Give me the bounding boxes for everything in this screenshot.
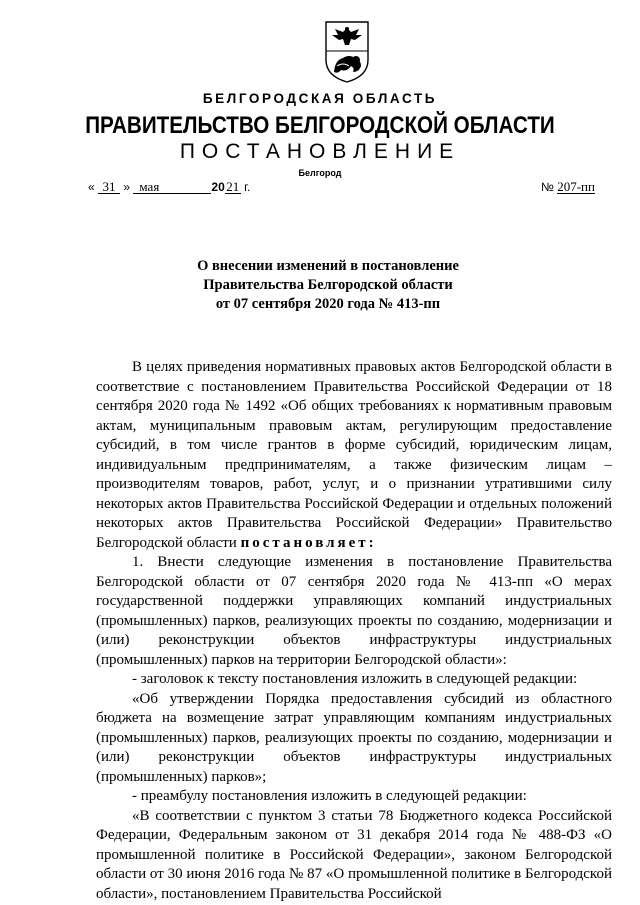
number-value: 207-пп: [557, 179, 595, 194]
region-name: БЕЛГОРОДСКАЯ ОБЛАСТЬ: [202, 91, 438, 106]
date-year-prefix: 20: [211, 180, 225, 194]
title-line: Правительства Белгородской области: [203, 277, 453, 293]
preamble-paragraph: [96, 358, 612, 553]
date-day: 31: [98, 180, 120, 194]
preamble-text: В целях приведения нормативных правовых актов Белгородской области в соответствие с постановлением Правительства Российской Федерации от 18 сентября 2020 года № 1492 «Об общих требованиях к нормативным правовым актам, муниципальным правовым актам, регулирующим предоставление субсидий, в том числе грантов в форме субсидий, юридическим лицам, индивидуальным предпринимателям, а также физическим лицам – производителям товаров, работ, услуг, и о признании утратившими силу некоторых актов Правительства Российской Федерации и отдельных положений некоторых актов Правительства Российской Федерации» Правительство Белгородской области: [96, 359, 612, 551]
document-type: ПОСТАНОВЛЕНИЕ: [179, 140, 461, 163]
new-title-paragraph: «Об утверждении Порядка предоставления субсидий из областного бюджета на возмещение затрат управляющим компаниям индустриальных (промышленных) парков, реализующих проекты по созданию, модернизации и (или) реконструкции объектов инфраструктуры индустриальных (промышленных) парков»;: [96, 690, 612, 785]
document-title: [150, 257, 506, 314]
date-year-suffix: 21: [226, 179, 240, 194]
date-open-quote: «: [88, 180, 95, 194]
preamble-change-paragraph: - преамбулу постановления изложить в следующей редакции:: [132, 788, 527, 804]
decree-date: [88, 180, 250, 194]
coat-of-arms-icon: [323, 20, 371, 84]
title-change-paragraph: - заголовок к тексту постановления изложить в следующей редакции:: [132, 671, 578, 687]
title-line: О внесении изменений в постановление: [197, 258, 459, 274]
title-line: от 07 сентября 2020 года № 413-пп: [215, 296, 441, 312]
document-body: [96, 358, 612, 904]
city-name: Белгород: [298, 168, 342, 178]
date-close-quote: »: [123, 180, 131, 194]
number-label: №: [541, 180, 554, 194]
item-1-paragraph: 1. Внести следующие изменения в постановление Правительства Белгородской области от 07 сентября 2020 года № 413-пп «О мерах государственной поддержки управляющих компаний индустриальных (промышленных) парков, реализующих проекты по созданию, модернизации и (или) реконструкции объектов инфраструктуры индустриальных (промышленных) парков на территории Белгородской области»:: [96, 554, 612, 668]
decree-number: [541, 180, 595, 194]
date-year-unit: г.: [244, 180, 251, 194]
government-name: ПРАВИТЕЛЬСТВО БЕЛГОРОДСКОЙ ОБЛАСТИ: [85, 112, 555, 139]
decides-word: постановляет:: [240, 534, 377, 551]
new-preamble-paragraph: «В соответствии с пунктом 3 статьи 78 Бюджетного кодекса Российской Федерации, Федеральным законом от 31 декабря 2014 года № 488-ФЗ «О промышленной политике в Российской Федерации», законом Белгородской области от 30 июня 2016 года № 87 «О промышленной политике в Белгородской области», постановлением Правительства Российской: [96, 807, 612, 902]
date-month: мая: [133, 180, 211, 194]
